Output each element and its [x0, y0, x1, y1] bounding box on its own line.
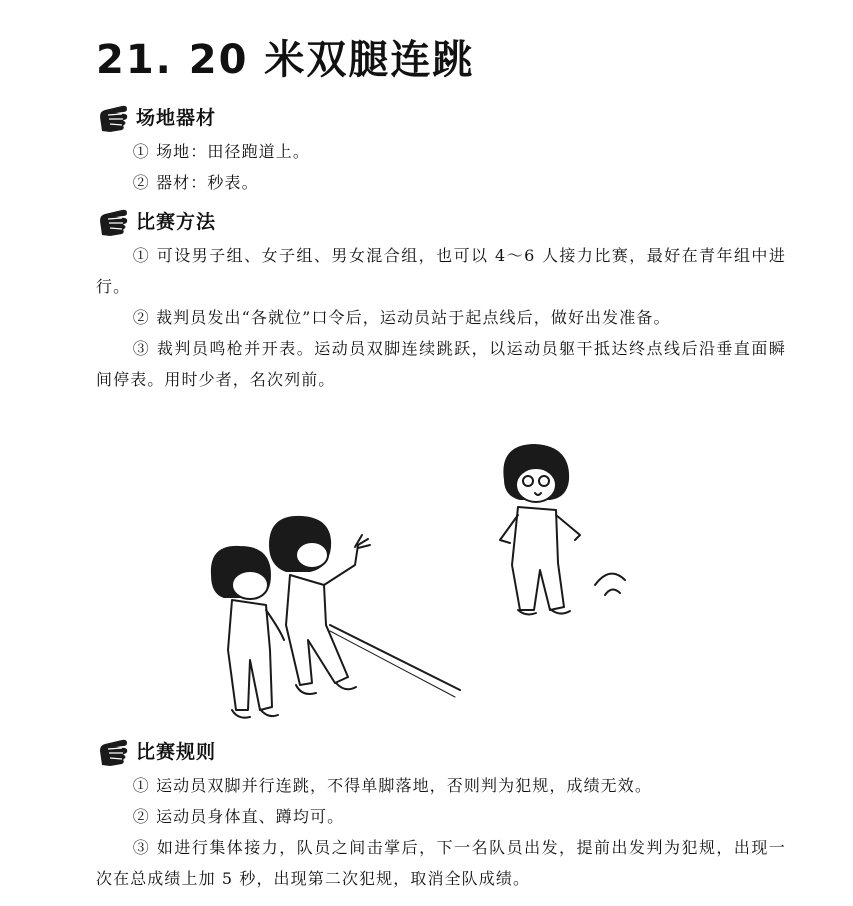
section-equipment [96, 96, 786, 198]
pointing-hand-icon [96, 201, 130, 239]
start-line [330, 625, 460, 690]
pointing-hand-icon [96, 97, 130, 135]
jumping-illustration [200, 435, 680, 735]
section-competition-rules [96, 730, 786, 894]
section-title: 比赛方法 [136, 210, 217, 233]
section-title: 比赛规则 [136, 740, 217, 763]
section-header [96, 200, 786, 240]
list-item: ② 器材：秒表。 [132, 173, 259, 192]
list-item: ③ 如进行集体接力，队员之间击掌后，下一名队员出发，提前出发判为犯规，出现一次在总成绩上加 5 秒，出现第二次犯规，取消全队成绩。 [96, 838, 786, 888]
section-header [96, 730, 786, 770]
list-item: ① 运动员双脚并行连跳，不得单脚落地，否则判为犯规，成绩无效。 [132, 776, 652, 795]
section-competition-method [96, 200, 786, 395]
list-item: ② 运动员身体直、蹲均可。 [132, 807, 345, 826]
kid-figure-back [212, 547, 284, 718]
list-item: ① 可设男子组、女子组、男女混合组，也可以 4～6 人接力比赛，最好在青年组中进行。 [96, 246, 786, 296]
pointing-hand-icon [96, 731, 130, 769]
section-title: 场地器材 [136, 106, 217, 129]
kid-figure-front [270, 517, 370, 694]
referee-figure [500, 445, 625, 614]
list-item: ① 场地：田径跑道上。 [132, 142, 310, 161]
list-item: ② 裁判员发出“各就位”口令后，运动员站于起点线后，做好出发准备。 [132, 308, 671, 327]
list-item: ③ 裁判员鸣枪并开表。运动员双脚连续跳跃，以运动员躯干抵达终点线后沿垂直面瞬间停表。用时少者，名次列前。 [96, 339, 786, 389]
section-header [96, 96, 786, 136]
page-title: 21. 20 米双腿连跳 [96, 37, 475, 83]
